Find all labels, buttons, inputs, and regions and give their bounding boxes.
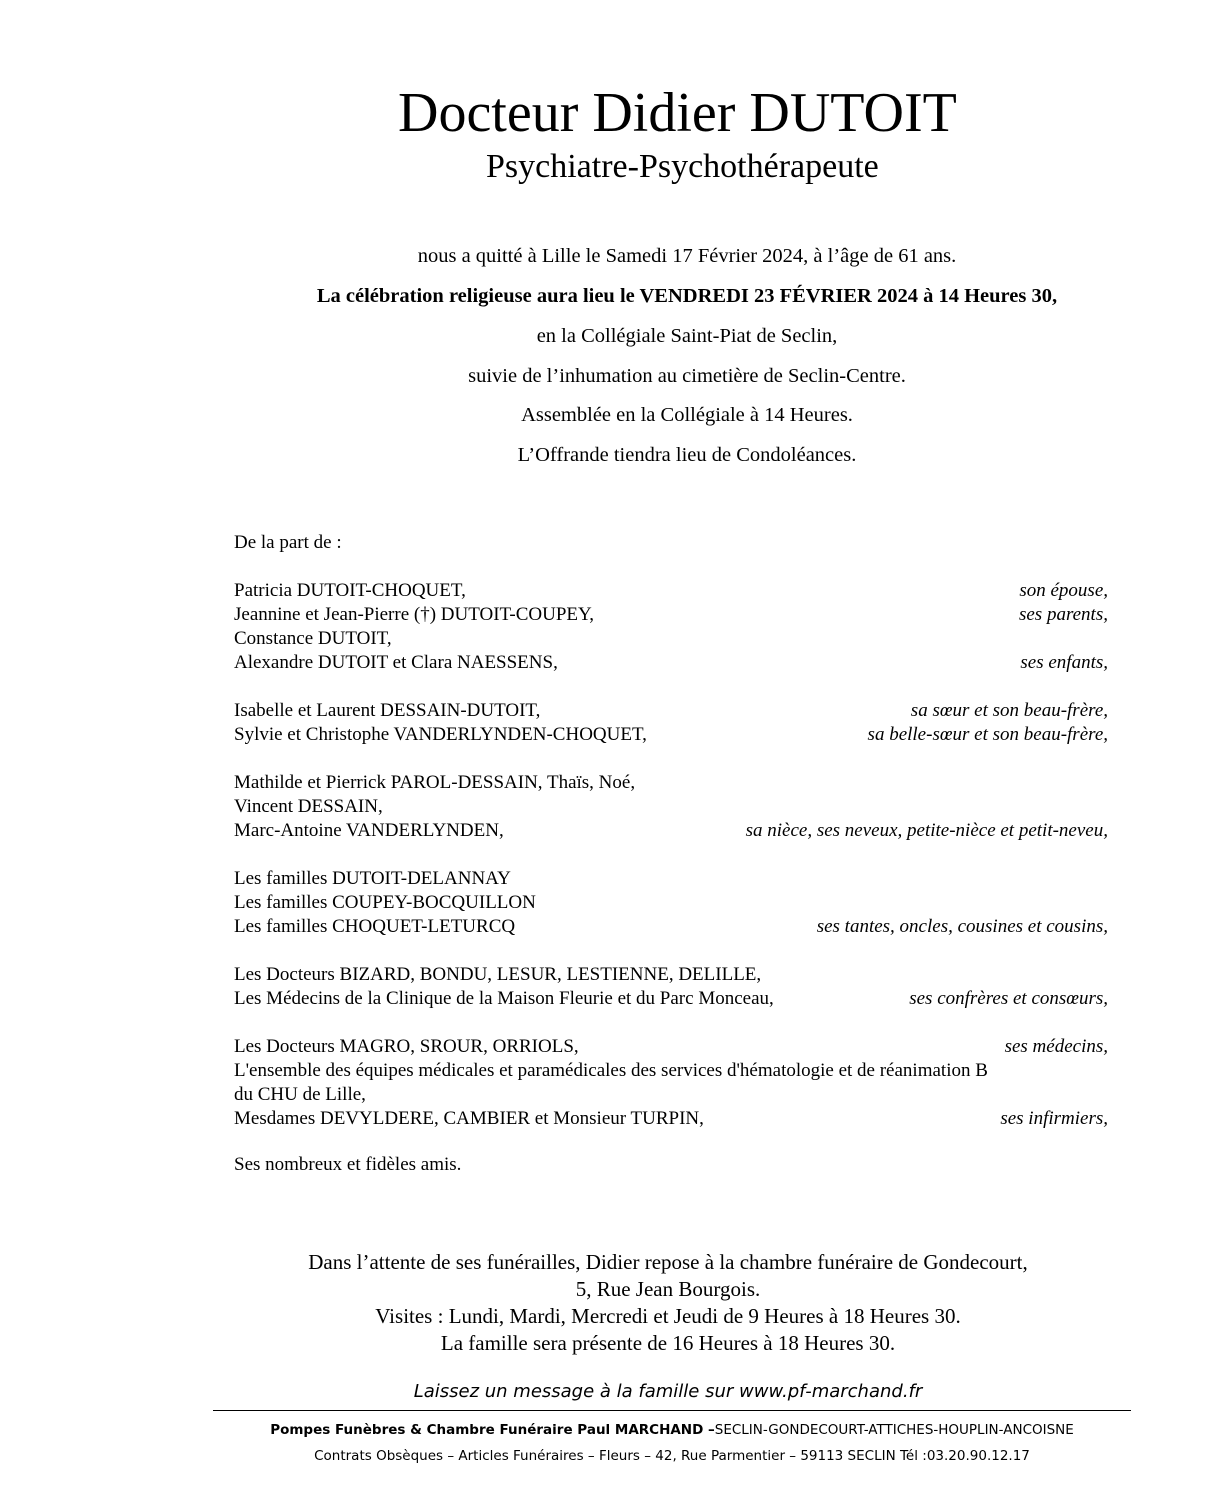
family-relation: sa sœur et son beau-frère, xyxy=(910,700,1108,721)
family-name: du CHU de Lille, xyxy=(234,1084,366,1105)
family-name: Vincent DESSAIN, xyxy=(234,796,383,817)
repose-line: Dans l’attente de ses funérailles, Didier repose à la chambre funéraire de Gondecourt, xyxy=(308,1250,1028,1274)
family-relation: ses parents, xyxy=(1018,604,1108,625)
family-name: Alexandre DUTOIT et Clara NAESSENS, xyxy=(234,652,558,673)
announcement-line: suivie de l’inhumation au cimetière de Seclin-Centre. xyxy=(468,365,906,387)
family-row xyxy=(234,1059,1108,1083)
repose-line: Visites : Lundi, Mardi, Mercredi et Jeudi de 9 Heures à 18 Heures 30. xyxy=(375,1304,961,1328)
announcement-line: nous a quitté à Lille le Samedi 17 Février 2024, à l’âge de 61 ans. xyxy=(417,245,957,267)
family-name: Les familles COUPEY-BOCQUILLON xyxy=(234,892,536,913)
family-row xyxy=(234,1035,1108,1059)
family-group xyxy=(234,579,1108,675)
repose-line: 5, Rue Jean Bourgois. xyxy=(575,1277,761,1301)
family-name: Les Docteurs BIZARD, BONDU, LESUR, LESTIENNE, DELILLE, xyxy=(234,964,762,985)
family-group xyxy=(234,771,1108,843)
announcement-line: Assemblée en la Collégiale à 14 Heures. xyxy=(521,404,853,426)
family-relation: ses enfants, xyxy=(1020,652,1108,673)
family-row xyxy=(234,819,1108,843)
footer-divider xyxy=(213,1410,1131,1411)
family-row xyxy=(234,651,1108,675)
family-name: L'ensemble des équipes médicales et paramédicales des services d'hématologie et de réanimation B xyxy=(234,1060,988,1081)
family-name: Jeannine et Jean-Pierre (†) DUTOIT-COUPEY, xyxy=(234,604,595,625)
family-name: Patricia DUTOIT-CHOQUET, xyxy=(234,580,466,601)
announcement-line: L’Offrande tiendra lieu de Condoléances. xyxy=(517,444,857,466)
family-relation: sa nièce, ses neveux, petite-nièce et petit-neveu, xyxy=(745,820,1108,841)
family-row xyxy=(234,987,1108,1011)
family-name: Les Médecins de la Clinique de la Maison Fleurie et du Parc Monceau, xyxy=(234,988,774,1009)
family-name: Constance DUTOIT, xyxy=(234,628,392,649)
family-name: Sylvie et Christophe VANDERLYNDEN-CHOQUET, xyxy=(234,724,647,745)
announcement-line: en la Collégiale Saint-Piat de Seclin, xyxy=(536,325,838,347)
family-row xyxy=(234,891,1108,915)
family-relation: ses confrères et consœurs, xyxy=(909,988,1108,1009)
family-group xyxy=(234,1035,1108,1131)
part-label: De la part de : xyxy=(234,532,342,553)
footer-services: Contrats Obsèques – Articles Funéraires – Fleurs – 42, Rue Parmentier – 59113 SECLIN Tél :03.20.90.12.17 xyxy=(314,1448,1030,1464)
family-row xyxy=(234,603,1108,627)
family-name: Isabelle et Laurent DESSAIN-DUTOIT, xyxy=(234,700,541,721)
family-row xyxy=(234,1083,1108,1107)
family-name: Les Docteurs MAGRO, SROUR, ORRIOLS, xyxy=(234,1036,579,1057)
family-row xyxy=(234,795,1108,819)
family-row xyxy=(234,723,1108,747)
family-row xyxy=(234,963,1108,987)
family-row xyxy=(234,915,1108,939)
family-row xyxy=(234,579,1108,603)
message-link[interactable]: Laissez un message à la famille sur www.pf-marchand.fr xyxy=(413,1381,923,1402)
family-name: Les familles CHOQUET-LETURCQ xyxy=(234,916,516,937)
page-subtitle: Psychiatre-Psychothérapeute xyxy=(486,148,879,185)
family-group xyxy=(234,963,1108,1011)
family-name: Mathilde et Pierrick PAROL-DESSAIN, Thaïs, Noé, xyxy=(234,772,636,793)
family-name: Marc-Antoine VANDERLYNDEN, xyxy=(234,820,504,841)
family-group xyxy=(234,867,1108,939)
family-row xyxy=(234,867,1108,891)
family-relation: sa belle-sœur et son beau-frère, xyxy=(867,724,1108,745)
family-row xyxy=(234,771,1108,795)
footer-business xyxy=(213,1420,1131,1440)
family-relation: ses tantes, oncles, cousines et cousins, xyxy=(816,916,1108,937)
family-relation: ses médecins, xyxy=(1004,1036,1108,1057)
family-name: Mesdames DEVYLDERE, CAMBIER et Monsieur TURPIN, xyxy=(234,1108,704,1129)
ceremony-line: La célébration religieuse aura lieu le VENDREDI 23 FÉVRIER 2024 à 14 Heures 30, xyxy=(316,285,1058,307)
family-list xyxy=(234,579,1108,1155)
family-row xyxy=(234,1107,1108,1131)
family-name: Les familles DUTOIT-DELANNAY xyxy=(234,868,511,889)
family-row xyxy=(234,699,1108,723)
family-row xyxy=(234,627,1108,651)
repose-info xyxy=(240,1249,1096,1357)
family-relation: son épouse, xyxy=(1019,580,1108,601)
page-title: Docteur Didier DUTOIT xyxy=(398,82,957,144)
friends-line: Ses nombreux et fidèles amis. xyxy=(234,1154,462,1175)
family-relation: ses infirmiers, xyxy=(1000,1108,1108,1129)
family-group xyxy=(234,699,1108,747)
footer-locations: SECLIN-GONDECOURT-ATTICHES-HOUPLIN-ANCOISNE xyxy=(714,1422,1074,1438)
repose-line: La famille sera présente de 16 Heures à 18 Heures 30. xyxy=(440,1331,896,1355)
footer-business-name: Pompes Funèbres & Chambre Funéraire Paul MARCHAND – xyxy=(270,1422,715,1438)
